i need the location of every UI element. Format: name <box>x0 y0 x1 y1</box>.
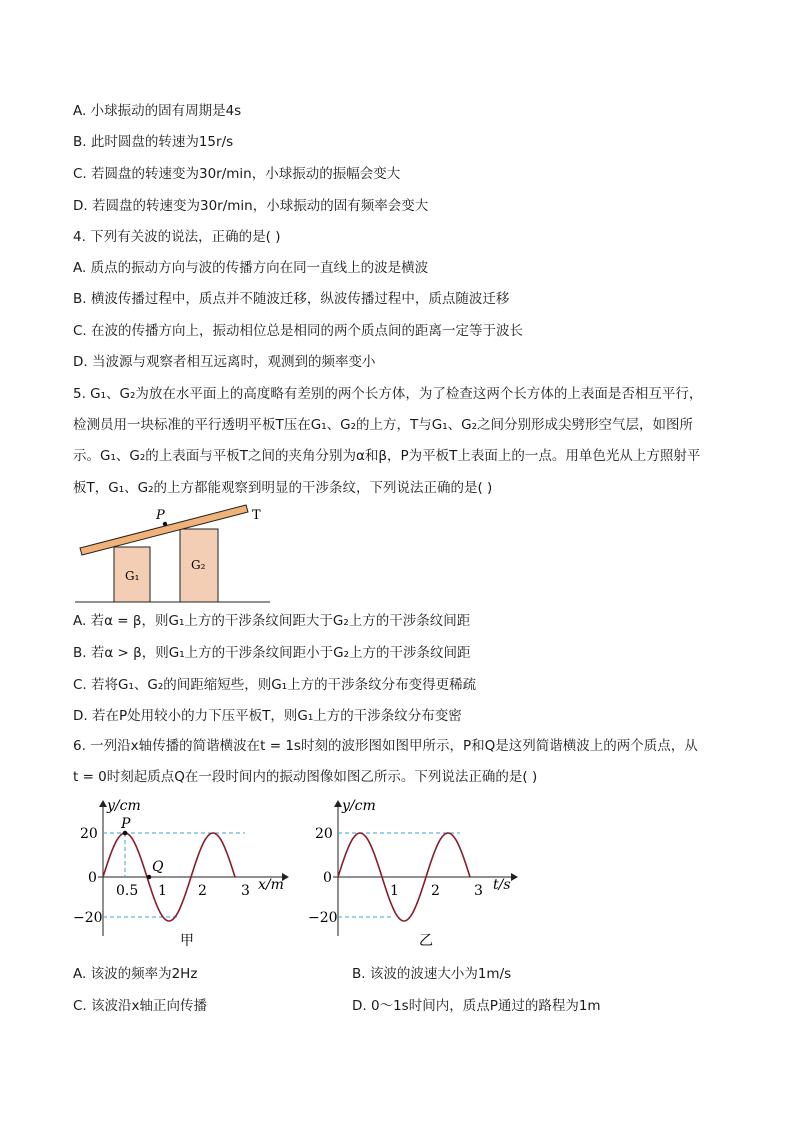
q4-option-d: D. 当波源与观察者相互远离时，观测到的频率变小 <box>73 354 376 370</box>
q6-option-c: C. 该波沿x轴正向传播 <box>73 998 207 1014</box>
t-tick-1: 1 <box>390 883 399 899</box>
x-axis-label: x/m <box>258 877 284 893</box>
q5-option-b: B. 若α > β，则G₁上方的干涉条纹间距小于G₂上方的干涉条纹间距 <box>73 645 471 661</box>
point-q <box>147 875 152 880</box>
vibration-graph-yi <box>307 793 537 958</box>
q5-figure <box>70 502 280 604</box>
q5-stem-line-2: 检测员用一块标准的平行透明平板T压在G₁、G₂的上方，T与G₁、G₂之间分别形成尖劈形空气层，如图所 <box>73 417 693 433</box>
q3-option-c: C. 若圆盘的转速变为30r/min，小球振动的振幅会变大 <box>73 166 401 182</box>
x-tick-2: 2 <box>198 883 207 899</box>
y-tick-20: 20 <box>315 826 333 842</box>
q6-option-b: B. 该波的波速大小为1m/s <box>352 966 512 982</box>
caption-yi: 乙 <box>419 933 433 949</box>
q5-option-c: C. 若将G₁、G₂的间距缩短些，则G₁上方的干涉条纹分布变得更稀疏 <box>73 677 477 693</box>
q5-option-d: D. 若在P处用较小的力下压平板T，则G₁上方的干涉条纹分布变密 <box>73 708 462 724</box>
y-axis-label: y/cm <box>342 798 376 814</box>
label-p: P <box>156 508 165 523</box>
x-tick-0-5: 0.5 <box>116 883 139 899</box>
y-tick-0: 0 <box>88 870 97 886</box>
label-t: T <box>252 508 261 523</box>
q6-stem-line-2: t = 0时刻起质点Q在一段时间内的振动图像如图乙所示。下列说法正确的是( ) <box>73 769 538 785</box>
q5-stem-line-4: 板T，G₁、G₂的上方都能观察到明显的干涉条纹，下列说法正确的是( ) <box>73 480 493 496</box>
y-tick-neg20: −20 <box>73 910 103 926</box>
q5-stem-line-1: 5. G₁、G₂为放在水平面上的高度略有差别的两个长方体，为了检查这两个长方体的上表面是否相互平行， <box>73 386 703 402</box>
q4-option-c: C. 在波的传播方向上，振动相位总是相同的两个质点间的距离一定等于波长 <box>73 323 524 339</box>
x-tick-1: 1 <box>158 883 167 899</box>
label-q: Q <box>152 859 164 875</box>
q5-stem-line-3: 示。G₁、G₂的上表面与平板T之间的夹角分别为α和β，P为平板T上表面上的一点。用单色光从上方照射平 <box>73 448 701 464</box>
x-tick-3: 3 <box>241 883 250 899</box>
label-g1: G₁ <box>125 569 140 583</box>
q3-option-a: A. 小球振动的固有周期是4s <box>73 103 242 119</box>
wave-graph-jia <box>70 793 300 958</box>
y-tick-0: 0 <box>323 870 332 886</box>
y-tick-neg20: −20 <box>308 910 338 926</box>
t-tick-3: 3 <box>474 883 483 899</box>
q4-option-a: A. 质点的振动方向与波的传播方向在同一直线上的波是横波 <box>73 260 429 276</box>
q5-option-a: A. 若α = β，则G₁上方的干涉条纹间距大于G₂上方的干涉条纹间距 <box>73 613 471 629</box>
label-g2: G₂ <box>191 558 206 572</box>
caption-jia: 甲 <box>180 933 194 949</box>
t-axis-label: t/s <box>493 877 511 893</box>
q3-option-b: B. 此时圆盘的转速为15r/s <box>73 134 234 150</box>
y-axis-label: y/cm <box>107 798 141 814</box>
q6-option-d: D. 0～1s时间内，质点P通过的路程为1m <box>352 998 601 1014</box>
t-tick-2: 2 <box>431 883 440 899</box>
q6-option-a: A. 该波的频率为2Hz <box>73 966 198 982</box>
q6-stem-line-1: 6. 一列沿x轴传播的简谐横波在t = 1s时刻的波形图如图甲所示，P和Q是这列简谐横波上的两个质点，从 <box>73 738 698 754</box>
label-p: P <box>121 816 131 832</box>
q4-option-b: B. 横波传播过程中，质点并不随波迁移，纵波传播过程中，质点随波迁移 <box>73 291 510 307</box>
q3-option-d: D. 若圆盘的转速变为30r/min，小球振动的固有频率会变大 <box>73 198 429 214</box>
y-tick-20: 20 <box>80 826 98 842</box>
q4-stem: 4. 下列有关波的说法，正确的是( ) <box>73 229 281 245</box>
